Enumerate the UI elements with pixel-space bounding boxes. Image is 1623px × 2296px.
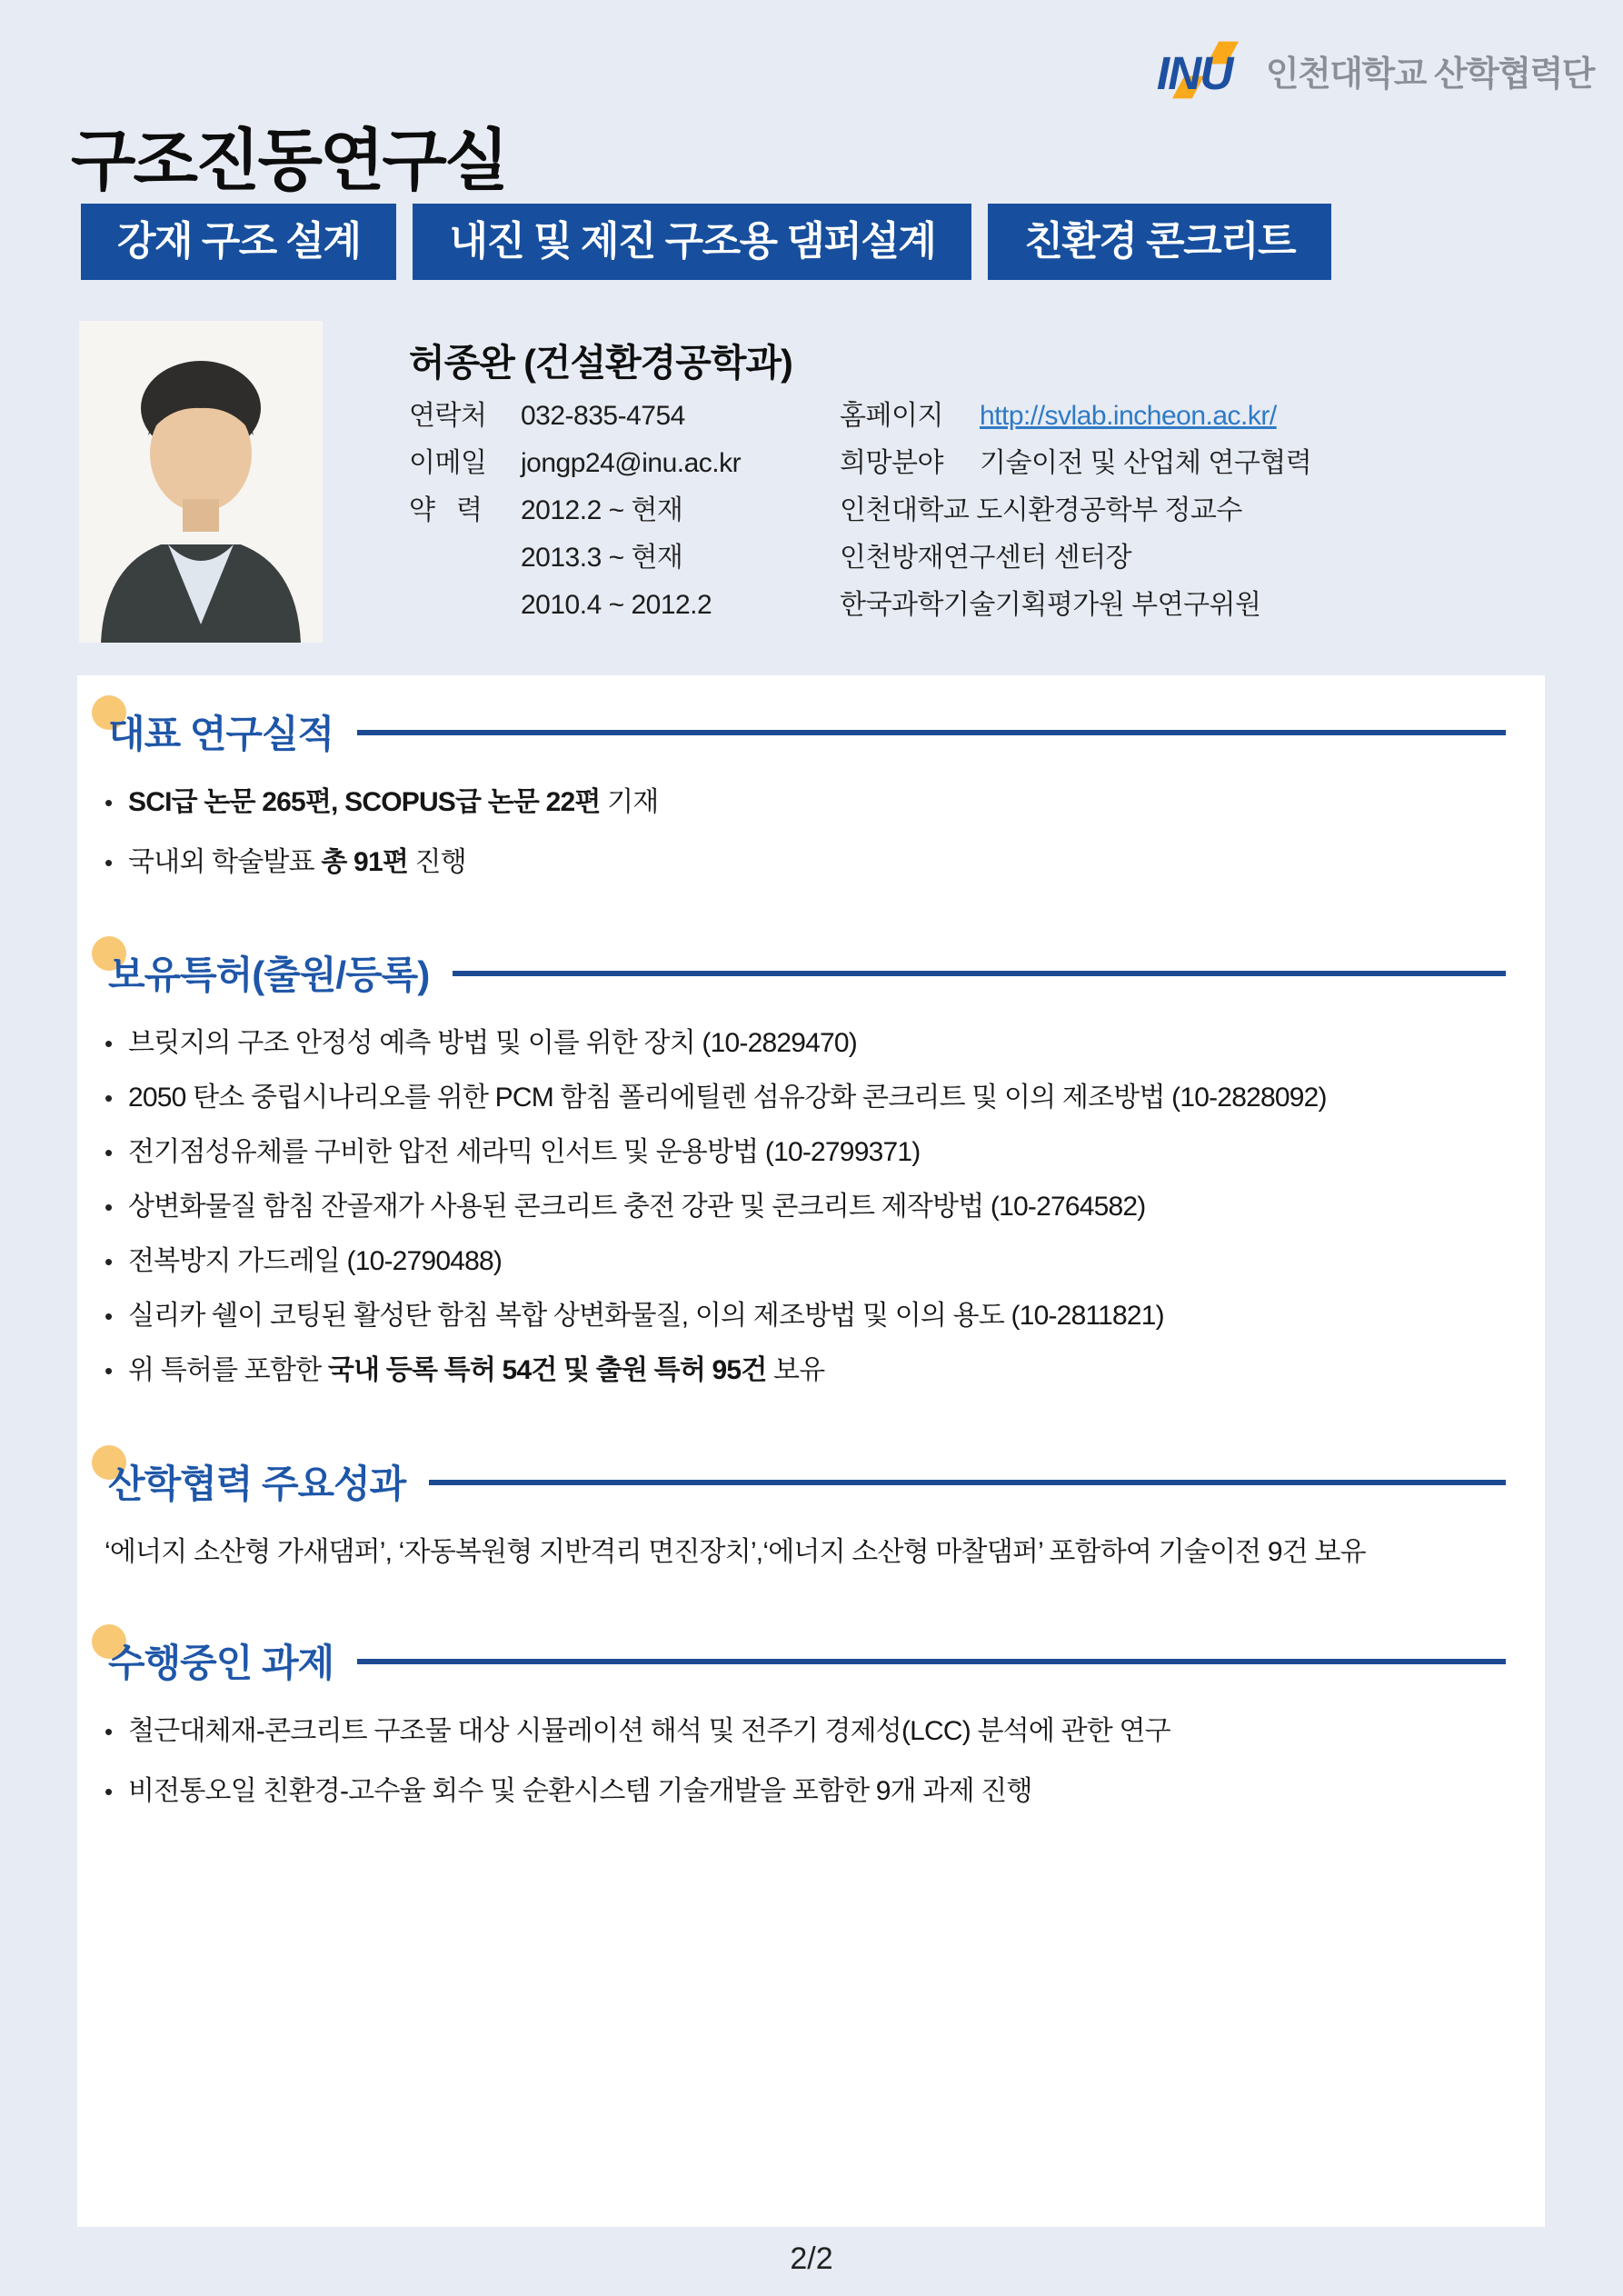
list-item-text: 비전통오일 친환경-고수율 회수 및 순환시스템 기술개발을 포함한 9개 과제 진행 (128, 1776, 1032, 1806)
info-value: 2010.4 ~ 2012.2 (521, 590, 712, 620)
section-list (105, 1534, 1506, 1571)
profile-row (409, 487, 1545, 534)
bullet-icon: • (105, 1718, 113, 1745)
info-label: 약 력 (409, 495, 483, 525)
keyword-tags (81, 204, 1331, 280)
info-value: 한국과학기술기획평가원 부연구위원 (840, 590, 1261, 620)
list-item-text: 철근대체재-콘크리트 구조물 대상 시뮬레이션 해석 및 전주기 경제성(LCC) 분석에 관한 연구 (128, 1716, 1170, 1746)
profile-row (409, 393, 1545, 440)
section-divider (357, 730, 1506, 735)
info-value: jongp24@inu.ac.kr (521, 448, 742, 478)
list-item (105, 784, 1506, 821)
list-item (105, 844, 1506, 881)
info-value: 기술이전 및 산업체 연구협력 (980, 448, 1312, 478)
list-item (105, 1353, 1506, 1389)
info-label: 이메일 (409, 448, 487, 478)
list-item-text: 실리카 쉘이 코팅된 활성탄 함침 복합 상변화물질, 이의 제조방법 및 이의 용도 (10-2811821) (128, 1301, 1164, 1331)
info-value: 2013.3 ~ 현재 (521, 543, 683, 573)
list-item-text: 브릿지의 구조 안정성 예측 방법 및 이를 위한 장치 (10-2829470) (128, 1028, 857, 1058)
list-item (105, 1298, 1506, 1334)
profile-info-grid (409, 393, 1545, 629)
section-industry-cooperation (105, 1452, 1506, 1594)
section-title: 수행중인 과제 (105, 1633, 334, 1688)
section-title: 보유특허(출원/등록) (105, 945, 429, 1000)
info-value: 인천대학교 도시환경공학부 정교수 (840, 495, 1242, 525)
section-list (105, 1713, 1506, 1810)
section-header (105, 703, 1506, 761)
info-value: 032-835-4754 (521, 401, 685, 431)
list-item-text: 국내외 학술발표 총 91편 진행 (128, 847, 466, 877)
bullet-icon: • (105, 1030, 113, 1057)
profile-row (409, 534, 1545, 582)
info-value: 인천방재연구센터 센터장 (840, 543, 1132, 573)
list-item-text: ‘에너지 소산형 가새댐퍼’, ‘자동복원형 지반격리 면진장치’,‘에너지 소산형 마찰댐퍼’ 포함하여 기술이전 9건 보유 (105, 1537, 1366, 1567)
inu-logo-icon (1155, 40, 1257, 100)
section-title: 대표 연구실적 (105, 704, 334, 759)
list-item (105, 1189, 1506, 1225)
section-patents (105, 943, 1506, 1407)
bullet-icon: • (105, 1084, 113, 1112)
list-item (105, 1025, 1506, 1062)
section-list (105, 784, 1506, 881)
section-divider (453, 971, 1506, 976)
section-header (105, 1452, 1506, 1511)
info-label: 홈페이지 (840, 401, 943, 431)
section-title: 산학협력 주요성과 (105, 1454, 405, 1509)
professor-photo (79, 321, 323, 643)
tag-steel-structure-design: 강재 구조 설계 (81, 204, 396, 280)
section-list (105, 1025, 1506, 1389)
list-item-text: SCI급 논문 265편, SCOPUS급 논문 22편 기재 (128, 787, 659, 817)
bullet-icon: • (105, 849, 113, 876)
professor-name: 허종완 (건설환경공학과) (409, 342, 792, 384)
info-label: 연락처 (409, 401, 487, 431)
bullet-icon: • (105, 1248, 113, 1275)
content-card (77, 675, 1545, 2227)
university-logo (1155, 40, 1594, 100)
section-research-highlights (105, 703, 1506, 904)
bullet-icon: • (105, 1303, 113, 1330)
list-item-text: 위 특허를 포함한 국내 등록 특허 54건 및 출원 특허 95건 보유 (128, 1355, 825, 1385)
info-value: 2012.2 ~ 현재 (521, 495, 683, 525)
list-item-text: 2050 탄소 중립시나리오를 위한 PCM 함침 폴리에틸렌 섬유강화 콘크리트 및 이의 제조방법 (10-2828092) (128, 1083, 1327, 1113)
list-item-text: 전복방지 가드레일 (10-2790488) (128, 1246, 503, 1276)
list-item (105, 1134, 1506, 1171)
section-header (105, 1632, 1506, 1690)
homepage-link[interactable]: http://svlab.incheon.ac.kr/ (980, 401, 1277, 431)
profile-row (409, 582, 1545, 629)
bullet-icon: • (105, 1193, 113, 1221)
info-label: 희망분야 (840, 448, 943, 478)
bullet-icon: • (105, 789, 113, 816)
bullet-icon: • (105, 1139, 113, 1166)
logo-org-name: 인천대학교 산학협력단 (1265, 55, 1594, 94)
bullet-icon: • (105, 1778, 113, 1805)
section-divider (357, 1659, 1506, 1664)
list-item (105, 1080, 1506, 1116)
tag-eco-concrete: 친환경 콘크리트 (988, 204, 1331, 280)
page-indicator: 2/2 (790, 2241, 833, 2276)
list-item-text: 상변화물질 함침 잔골재가 사용된 콘크리트 충전 강관 및 콘크리트 제작방법 (10-2764582) (128, 1192, 1146, 1222)
inu-logo-text: INU (1156, 46, 1232, 99)
list-item (105, 1773, 1506, 1810)
list-item (105, 1534, 1506, 1571)
bullet-icon: • (105, 1357, 113, 1384)
list-item (105, 1713, 1506, 1750)
list-item (105, 1243, 1506, 1280)
page-title: 구조진동연구실 (71, 123, 507, 198)
tag-damper-design: 내진 및 제진 구조용 댐퍼설계 (413, 204, 971, 280)
list-item-text: 전기점성유체를 구비한 압전 세라믹 인서트 및 운용방법 (10-2799371) (128, 1137, 921, 1167)
section-ongoing-projects (105, 1632, 1506, 1833)
section-divider (429, 1480, 1506, 1485)
section-header (105, 943, 1506, 1002)
profile-row (409, 440, 1545, 487)
